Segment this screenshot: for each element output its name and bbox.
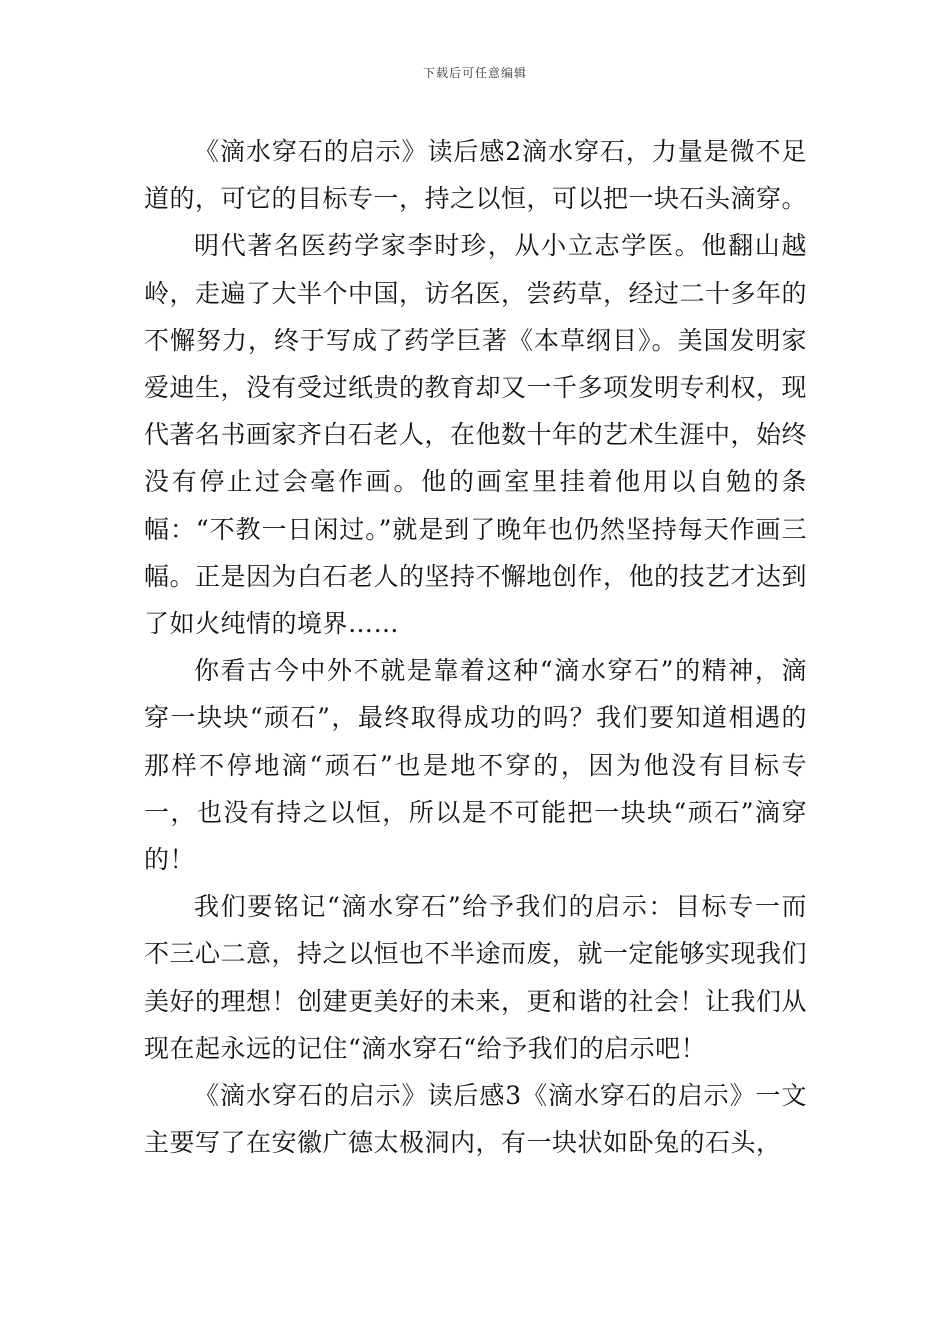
document-body <box>144 128 807 1166</box>
paragraph-1: 《滴水穿石的启示》读后感2滴水穿石，力量是微不足道的，可它的目标专一，持之以恒，可以把一块石头滴穿。 <box>144 137 808 214</box>
page-header-note: 下载后可任意编辑 <box>422 66 527 80</box>
paragraph-2: 明代著名医药学家李时珍，从小立志学医。他翻山越岭，走遍了大半个中国，访名医，尝药草，经过二十多年的不懈努力，终于写成了药学巨著《本草纲目》。美国发明家爱迪生，没有受过纸贵的教育却又一千多项发明专利权，现代著名书画家齐白石老人，在他数十年的艺术生涯中，始终没有停止过会毫作画。他的画室里挂着他用以自勉的条幅：“不教一日闲过。”就是到了晚年也仍然坚持每天作画三幅。正是因为白石老人的坚持不懈地创作，他的技艺才达到了如火纯情的境界…… <box>144 231 808 639</box>
paragraph-5: 《滴水穿石的启示》读后感3《滴水穿石的启示》一文主要写了在安徽广德太极洞内，有一块状如卧兔的石头， <box>144 1081 807 1158</box>
paragraph-3: 你看古今中外不就是靠着这种“滴水穿石”的精神，滴穿一块块“顽石”，最终取得成功的吗？我们要知道相遇的那样不停地滴“顽石”也是地不穿的，因为他没有目标专一，也没有持之以恒，所以是不可能把一块块“顽石”滴穿的！ <box>144 656 807 875</box>
paragraph-4: 我们要铭记“滴水穿石”给予我们的启示：目标专一而不三心二意，持之以恒也不半途而废，就一定能够实现我们美好的理想！创建更美好的未来，更和谐的社会！让我们从现在起永远的记住“滴水穿石“给予我们的启示吧！ <box>144 892 808 1063</box>
